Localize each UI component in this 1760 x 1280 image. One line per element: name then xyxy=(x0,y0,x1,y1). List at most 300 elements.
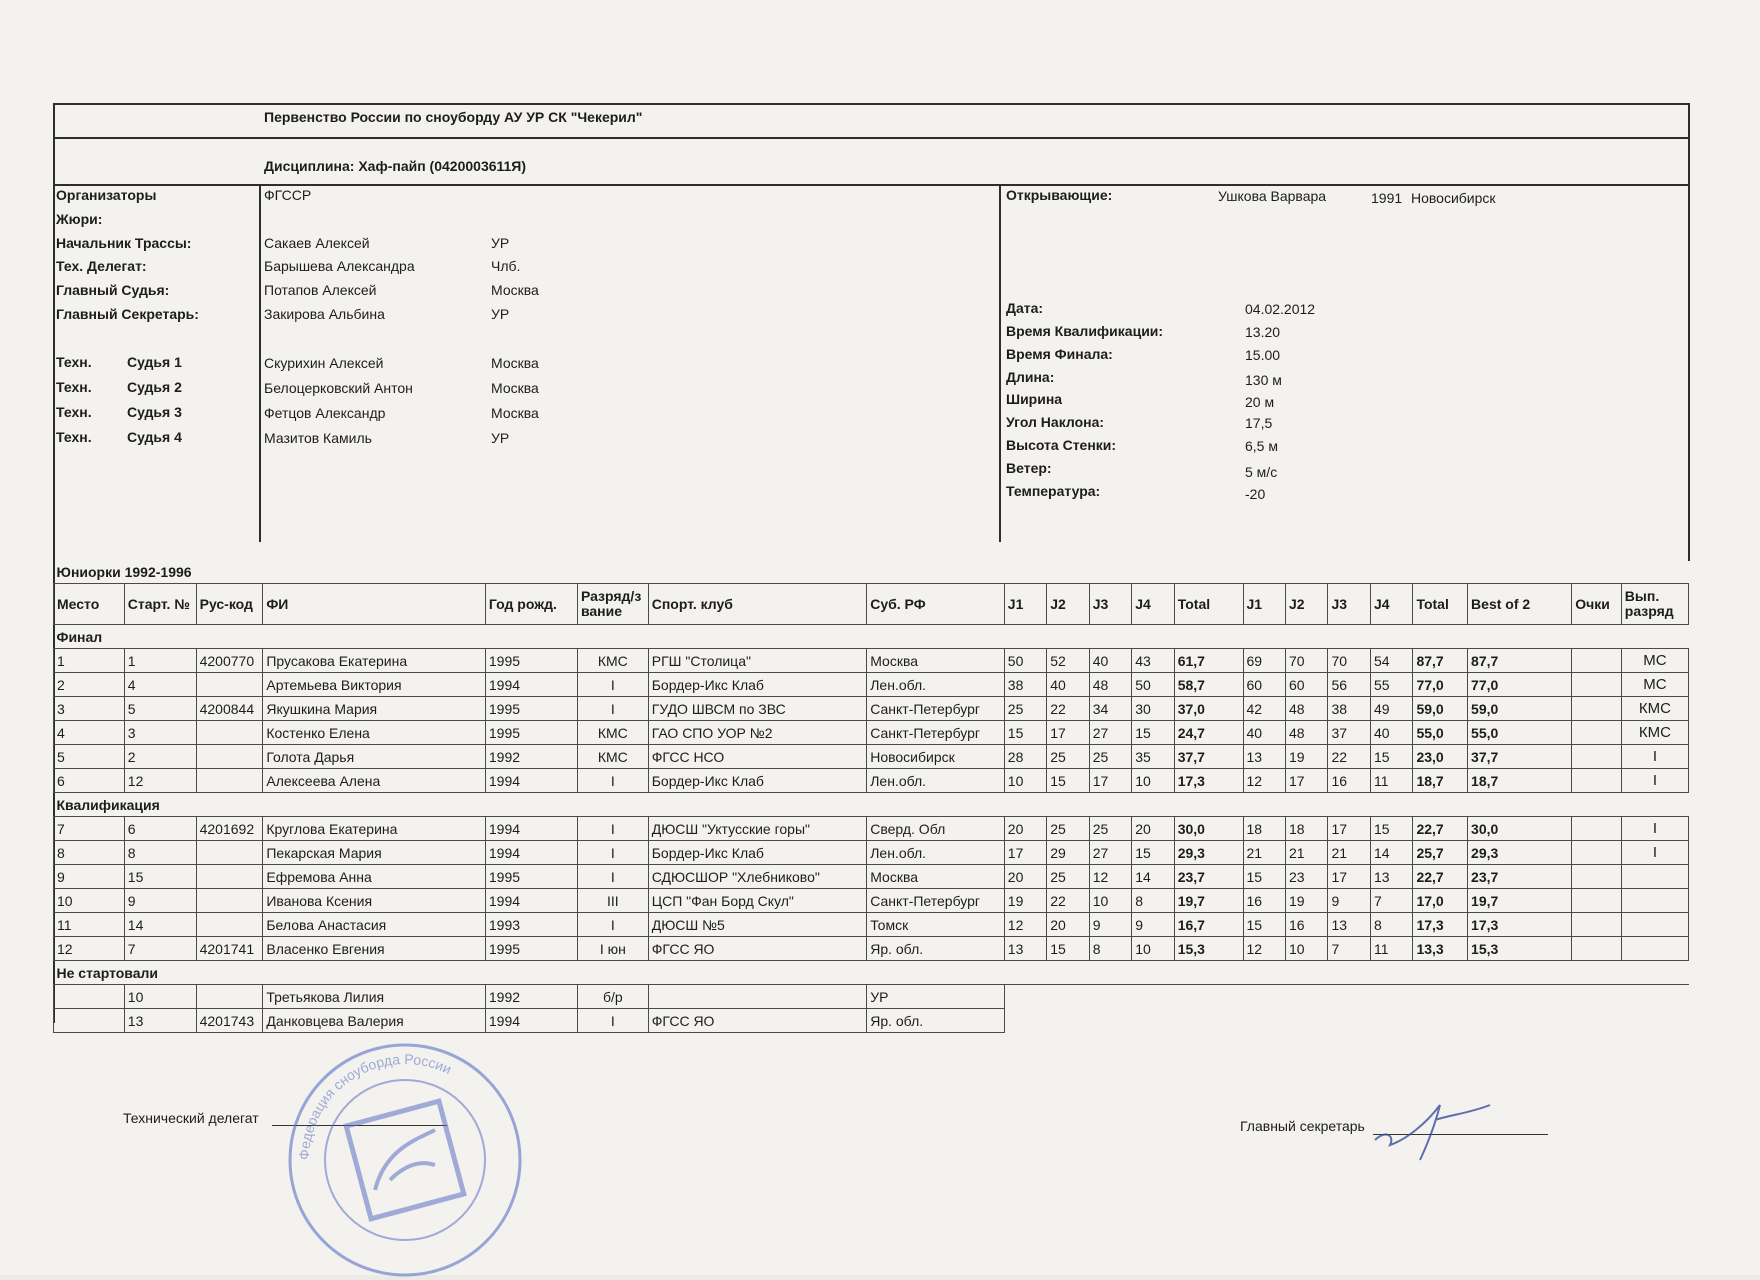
table-cell: Яр. обл. xyxy=(867,937,1005,961)
col-header: Очки xyxy=(1572,584,1622,625)
condition-label: Время Финала: xyxy=(1006,346,1113,362)
col-header: Разряд/звание xyxy=(577,584,648,625)
table-cell xyxy=(1572,817,1622,841)
table-cell: 87,7 xyxy=(1413,649,1468,673)
section-row xyxy=(54,793,1689,817)
table-cell: 37 xyxy=(1328,721,1370,745)
table-cell: 38 xyxy=(1328,697,1370,721)
col-header: Старт. № xyxy=(124,584,196,625)
table-cell xyxy=(1572,865,1622,889)
table-cell: 50 xyxy=(1004,649,1046,673)
condition-label: Высота Стенки: xyxy=(1006,437,1117,453)
table-cell: УР xyxy=(867,985,1005,1009)
table-cell: 1 xyxy=(124,649,196,673)
empty-cell xyxy=(1174,1009,1243,1033)
empty-cell xyxy=(1285,985,1327,1009)
table-row xyxy=(54,817,1689,841)
table-cell: 87,7 xyxy=(1468,649,1572,673)
table-cell: 1994 xyxy=(485,1009,577,1033)
table-cell: 10 xyxy=(54,889,125,913)
results-table xyxy=(53,561,1689,1033)
empty-cell xyxy=(1328,1009,1370,1033)
col-header: J3 xyxy=(1089,584,1131,625)
table-cell: 8 xyxy=(1370,913,1412,937)
table-cell: I xyxy=(1621,769,1688,793)
organization-stamp xyxy=(285,1040,525,1280)
table-cell xyxy=(1572,721,1622,745)
table-cell: 15 xyxy=(1370,745,1412,769)
table-cell: 8 xyxy=(54,841,125,865)
table-cell: Алексеева Алена xyxy=(263,769,486,793)
officials-divider xyxy=(259,184,261,542)
table-cell: 30 xyxy=(1132,697,1174,721)
table-cell xyxy=(1572,913,1622,937)
table-cell: 1 xyxy=(54,649,125,673)
table-cell: КМС xyxy=(1621,721,1688,745)
empty-cell xyxy=(1132,985,1174,1009)
condition-label: Ветер: xyxy=(1006,460,1052,476)
table-cell: 14 xyxy=(1132,865,1174,889)
table-cell: 12 xyxy=(54,937,125,961)
table-cell: 12 xyxy=(124,769,196,793)
table-cell: 13,3 xyxy=(1413,937,1468,961)
col-header: Total xyxy=(1174,584,1243,625)
table-cell: МС xyxy=(1621,649,1688,673)
table-cell: 19,7 xyxy=(1174,889,1243,913)
empty-cell xyxy=(1572,1009,1622,1033)
judge-prefix: Техн. xyxy=(56,354,92,370)
dns-row xyxy=(54,985,1689,1009)
table-cell: 6 xyxy=(54,769,125,793)
table-cell: 2 xyxy=(54,673,125,697)
table-cell: 1994 xyxy=(485,673,577,697)
table-cell: 4201741 xyxy=(196,937,263,961)
empty-cell xyxy=(1174,985,1243,1009)
table-cell: Яр. обл. xyxy=(867,1009,1005,1033)
discipline-label: Дисциплина: Хаф-пайп (0420003611Я) xyxy=(264,158,527,174)
table-cell xyxy=(1572,937,1622,961)
condition-label: Температура: xyxy=(1006,483,1101,499)
table-cell: 17,3 xyxy=(1413,913,1468,937)
table-cell: 14 xyxy=(124,913,196,937)
table-cell: 5 xyxy=(124,697,196,721)
table-cell xyxy=(196,985,263,1009)
table-cell: Третьякова Лилия xyxy=(263,985,486,1009)
table-cell: 40 xyxy=(1089,649,1131,673)
competition-title: Первенство России по сноуборду АУ УР СК "Чекерил" xyxy=(264,109,643,125)
table-cell: 25 xyxy=(1089,817,1131,841)
table-cell: 17 xyxy=(1047,721,1089,745)
table-cell: КМС xyxy=(1621,697,1688,721)
condition-label: Время Квалификации: xyxy=(1006,323,1164,339)
table-cell: КМС xyxy=(577,721,648,745)
judge-role: Судья 4 xyxy=(127,429,182,445)
table-cell: 17 xyxy=(1328,865,1370,889)
empty-cell xyxy=(1468,1009,1572,1033)
table-cell: РГШ "Столица" xyxy=(648,649,866,673)
judge-name: Мазитов Камиль xyxy=(264,430,372,446)
table-cell: Лен.обл. xyxy=(867,673,1005,697)
table-cell: ГУДО ШВСМ по ЗВС xyxy=(648,697,866,721)
table-cell xyxy=(54,985,125,1009)
table-cell: 59,0 xyxy=(1468,697,1572,721)
table-row xyxy=(54,745,1689,769)
table-cell: 15 xyxy=(124,865,196,889)
table-cell: 22 xyxy=(1047,889,1089,913)
category-title: Юниорки 1992-1996 xyxy=(54,561,1689,584)
table-row xyxy=(54,673,1689,697)
table-cell: 8 xyxy=(1132,889,1174,913)
table-cell: 55 xyxy=(1370,673,1412,697)
table-cell xyxy=(1572,673,1622,697)
table-cell: 70 xyxy=(1285,649,1327,673)
table-cell: I xyxy=(577,817,648,841)
table-cell: МС xyxy=(1621,673,1688,697)
table-cell: 1995 xyxy=(485,937,577,961)
table-cell: 25,7 xyxy=(1413,841,1468,865)
official-city: Москва xyxy=(491,282,539,298)
table-cell: Ефремова Анна xyxy=(263,865,486,889)
table-cell xyxy=(648,985,866,1009)
official-role: Главный Судья: xyxy=(56,282,170,298)
table-cell: 21 xyxy=(1328,841,1370,865)
table-cell: Москва xyxy=(867,649,1005,673)
table-cell xyxy=(196,769,263,793)
table-cell: 20 xyxy=(1004,865,1046,889)
table-cell: ФГСС ЯО xyxy=(648,937,866,961)
table-cell: Прусакова Екатерина xyxy=(263,649,486,673)
table-cell: 4 xyxy=(124,673,196,697)
table-cell: Санкт-Петербург xyxy=(867,697,1005,721)
table-cell: 48 xyxy=(1089,673,1131,697)
col-header: Суб. РФ xyxy=(867,584,1005,625)
empty-cell xyxy=(1328,985,1370,1009)
table-cell: Артемьева Виктория xyxy=(263,673,486,697)
table-cell: 27 xyxy=(1089,841,1131,865)
table-cell: 13 xyxy=(1004,937,1046,961)
table-cell xyxy=(196,889,263,913)
table-cell: 4201743 xyxy=(196,1009,263,1033)
official-city: Члб. xyxy=(491,258,521,274)
empty-cell xyxy=(1132,1009,1174,1033)
col-header: Место xyxy=(54,584,125,625)
col-header: Total xyxy=(1413,584,1468,625)
empty-cell xyxy=(1621,1009,1688,1033)
section-title: Не стартовали xyxy=(54,961,1689,985)
table-cell: 18,7 xyxy=(1413,769,1468,793)
table-cell: 17 xyxy=(1089,769,1131,793)
table-cell: 19,7 xyxy=(1468,889,1572,913)
table-cell: 23 xyxy=(1285,865,1327,889)
table-cell: 25 xyxy=(1047,817,1089,841)
table-cell: I xyxy=(577,697,648,721)
table-cell: 1992 xyxy=(485,985,577,1009)
table-cell: 61,7 xyxy=(1174,649,1243,673)
judge-prefix: Техн. xyxy=(56,429,92,445)
table-cell xyxy=(196,721,263,745)
table-cell xyxy=(1621,865,1688,889)
table-row xyxy=(54,769,1689,793)
table-cell: I xyxy=(577,769,648,793)
table-cell: 19 xyxy=(1285,745,1327,769)
table-cell: 1995 xyxy=(485,649,577,673)
table-cell: I xyxy=(577,1009,648,1033)
frame-top-line xyxy=(53,103,1690,105)
frame-right-line xyxy=(1688,103,1690,561)
table-cell: 37,0 xyxy=(1174,697,1243,721)
table-cell: 17,3 xyxy=(1174,769,1243,793)
table-cell: 17 xyxy=(1328,817,1370,841)
official-city: УР xyxy=(491,235,510,251)
table-cell: 15 xyxy=(1004,721,1046,745)
empty-cell xyxy=(1370,1009,1412,1033)
table-cell: Санкт-Петербург xyxy=(867,889,1005,913)
col-header: ФИ xyxy=(263,584,486,625)
table-cell: 18 xyxy=(1285,817,1327,841)
table-cell xyxy=(54,1009,125,1033)
empty-cell xyxy=(1413,985,1468,1009)
table-cell: 42 xyxy=(1243,697,1285,721)
table-cell: I xyxy=(577,673,648,697)
table-cell: 77,0 xyxy=(1413,673,1468,697)
table-cell xyxy=(196,673,263,697)
table-row xyxy=(54,721,1689,745)
table-cell: 15 xyxy=(1370,817,1412,841)
official-role: Жюри: xyxy=(56,211,103,227)
opening-label: Открывающие: xyxy=(1006,187,1113,203)
table-cell: 21 xyxy=(1285,841,1327,865)
table-cell xyxy=(1572,745,1622,769)
table-cell: 69 xyxy=(1243,649,1285,673)
opening-name: Ушкова Варвара xyxy=(1218,188,1327,204)
table-cell xyxy=(1621,937,1688,961)
official-name: ФГССР xyxy=(264,187,312,203)
table-cell: 9 xyxy=(1089,913,1131,937)
table-cell: Бордер-Икс Клаб xyxy=(648,769,866,793)
table-cell: 4 xyxy=(54,721,125,745)
table-cell: Пекарская Мария xyxy=(263,841,486,865)
table-cell: 19 xyxy=(1285,889,1327,913)
empty-cell xyxy=(1285,1009,1327,1033)
table-cell: Сверд. Обл xyxy=(867,817,1005,841)
table-cell: 28 xyxy=(1004,745,1046,769)
judge-city: Москва xyxy=(491,355,539,371)
table-cell: 40 xyxy=(1243,721,1285,745)
official-name: Барышева Александра xyxy=(264,258,415,274)
table-cell: СДЮСШОР "Хлебниково" xyxy=(648,865,866,889)
condition-value: 130 м xyxy=(1245,372,1282,388)
table-cell: 12 xyxy=(1243,769,1285,793)
table-header-row xyxy=(54,584,1689,625)
table-cell: 17,3 xyxy=(1468,913,1572,937)
table-cell: 15,3 xyxy=(1468,937,1572,961)
table-cell: Данковцева Валерия xyxy=(263,1009,486,1033)
category-row xyxy=(54,561,1689,584)
table-cell xyxy=(1621,889,1688,913)
table-cell: Бордер-Икс Клаб xyxy=(648,673,866,697)
condition-value: 04.02.2012 xyxy=(1245,301,1316,317)
table-cell: 9 xyxy=(1132,913,1174,937)
empty-cell xyxy=(1089,985,1131,1009)
table-cell: б/р xyxy=(577,985,648,1009)
judge-name: Белоцерковский Антон xyxy=(264,380,413,396)
col-header: J4 xyxy=(1132,584,1174,625)
table-cell: 12 xyxy=(1004,913,1046,937)
table-cell: 10 xyxy=(1004,769,1046,793)
table-row xyxy=(54,649,1689,673)
table-cell: 7 xyxy=(1328,937,1370,961)
table-cell: 25 xyxy=(1089,745,1131,769)
table-row xyxy=(54,913,1689,937)
col-header: J1 xyxy=(1004,584,1046,625)
condition-value: 17,5 xyxy=(1245,415,1273,431)
table-cell: 27 xyxy=(1089,721,1131,745)
table-cell: 9 xyxy=(124,889,196,913)
table-cell: 14 xyxy=(1370,841,1412,865)
table-cell: 23,7 xyxy=(1174,865,1243,889)
table-cell: 48 xyxy=(1285,721,1327,745)
table-cell: КМС xyxy=(577,649,648,673)
table-cell xyxy=(1572,697,1622,721)
stamp-text: Федерация сноуборда России xyxy=(295,1050,455,1161)
table-cell: 77,0 xyxy=(1468,673,1572,697)
table-cell: 20 xyxy=(1047,913,1089,937)
judge-prefix: Техн. xyxy=(56,379,92,395)
col-header: J2 xyxy=(1285,584,1327,625)
col-header: Год рожд. xyxy=(485,584,577,625)
col-header: J4 xyxy=(1370,584,1412,625)
table-cell xyxy=(1572,769,1622,793)
table-cell: 40 xyxy=(1047,673,1089,697)
official-role: Главный Секретарь: xyxy=(56,306,199,322)
table-cell xyxy=(1621,913,1688,937)
table-cell: 12 xyxy=(1089,865,1131,889)
official-name: Сакаев Алексей xyxy=(264,235,370,251)
table-cell: 2 xyxy=(124,745,196,769)
table-cell: 21 xyxy=(1243,841,1285,865)
table-cell: 70 xyxy=(1328,649,1370,673)
condition-value: 5 м/с xyxy=(1245,464,1278,480)
table-cell: 54 xyxy=(1370,649,1412,673)
table-cell: 6 xyxy=(124,817,196,841)
table-cell: III xyxy=(577,889,648,913)
table-cell: 37,7 xyxy=(1468,745,1572,769)
table-cell: 23,7 xyxy=(1468,865,1572,889)
table-cell: 59,0 xyxy=(1413,697,1468,721)
table-cell xyxy=(196,745,263,769)
table-cell: 10 xyxy=(1132,769,1174,793)
table-cell: 4200770 xyxy=(196,649,263,673)
table-cell: 9 xyxy=(54,865,125,889)
table-cell: 22 xyxy=(1328,745,1370,769)
table-cell: 1994 xyxy=(485,769,577,793)
table-cell: 35 xyxy=(1132,745,1174,769)
table-cell: 25 xyxy=(1004,697,1046,721)
table-cell: Белова Анастасия xyxy=(263,913,486,937)
table-cell: 13 xyxy=(1243,745,1285,769)
table-cell: 49 xyxy=(1370,697,1412,721)
table-cell xyxy=(1572,649,1622,673)
official-name: Потапов Алексей xyxy=(264,282,377,298)
table-cell xyxy=(196,865,263,889)
empty-cell xyxy=(1047,1009,1089,1033)
table-cell: Санкт-Петербург xyxy=(867,721,1005,745)
col-header: J2 xyxy=(1047,584,1089,625)
table-cell: 29,3 xyxy=(1468,841,1572,865)
table-cell: 19 xyxy=(1004,889,1046,913)
section-title: Квалификация xyxy=(54,793,1689,817)
table-cell: 22,7 xyxy=(1413,817,1468,841)
results-body xyxy=(54,625,1689,961)
table-cell: 8 xyxy=(124,841,196,865)
table-cell: 1995 xyxy=(485,721,577,745)
table-cell: ЦСП "Фан Борд Скул" xyxy=(648,889,866,913)
empty-cell xyxy=(1004,985,1046,1009)
table-cell: 29,3 xyxy=(1174,841,1243,865)
table-cell: 20 xyxy=(1132,817,1174,841)
table-cell: 9 xyxy=(1328,889,1370,913)
table-cell: 1994 xyxy=(485,841,577,865)
table-cell: 7 xyxy=(124,937,196,961)
table-cell: Якушкина Мария xyxy=(263,697,486,721)
table-row xyxy=(54,937,1689,961)
table-cell: I xyxy=(1621,841,1688,865)
judge-name: Скурихин Алексей xyxy=(264,355,384,371)
table-cell: 60 xyxy=(1285,673,1327,697)
table-cell: 48 xyxy=(1285,697,1327,721)
table-cell: 1994 xyxy=(485,817,577,841)
table-cell: Лен.обл. xyxy=(867,841,1005,865)
table-cell: 15 xyxy=(1047,769,1089,793)
table-cell: I xyxy=(577,865,648,889)
table-cell: 15 xyxy=(1132,841,1174,865)
official-role: Организаторы xyxy=(56,187,157,203)
judge-role: Судья 3 xyxy=(127,404,182,420)
judge-prefix: Техн. xyxy=(56,404,92,420)
col-header: Спорт. клуб xyxy=(648,584,866,625)
table-cell: ФГСС ЯО xyxy=(648,1009,866,1033)
table-cell: 10 xyxy=(1089,889,1131,913)
table-cell xyxy=(196,913,263,937)
dns-row xyxy=(54,1009,1689,1033)
official-role: Тех. Делегат: xyxy=(56,258,147,274)
table-cell: 37,7 xyxy=(1174,745,1243,769)
judge-role: Судья 1 xyxy=(127,354,182,370)
table-cell: 3 xyxy=(124,721,196,745)
table-cell: КМС xyxy=(577,745,648,769)
table-cell: 56 xyxy=(1328,673,1370,697)
table-cell: I xyxy=(577,913,648,937)
table-cell: 22 xyxy=(1047,697,1089,721)
empty-cell xyxy=(1468,985,1572,1009)
condition-label: Угол Наклона: xyxy=(1006,414,1105,430)
table-row xyxy=(54,697,1689,721)
table-cell xyxy=(1572,841,1622,865)
table-cell: 7 xyxy=(54,817,125,841)
table-row xyxy=(54,841,1689,865)
table-cell: Власенко Евгения xyxy=(263,937,486,961)
table-cell: 18 xyxy=(1243,817,1285,841)
handwritten-signature xyxy=(1365,1085,1505,1165)
table-cell: 16 xyxy=(1285,913,1327,937)
table-cell: Костенко Елена xyxy=(263,721,486,745)
official-name: Закирова Альбина xyxy=(264,306,385,322)
table-cell: 16 xyxy=(1328,769,1370,793)
table-cell: 13 xyxy=(1328,913,1370,937)
condition-value: -20 xyxy=(1245,486,1266,502)
table-cell: 15 xyxy=(1243,865,1285,889)
table-cell: 10 xyxy=(124,985,196,1009)
